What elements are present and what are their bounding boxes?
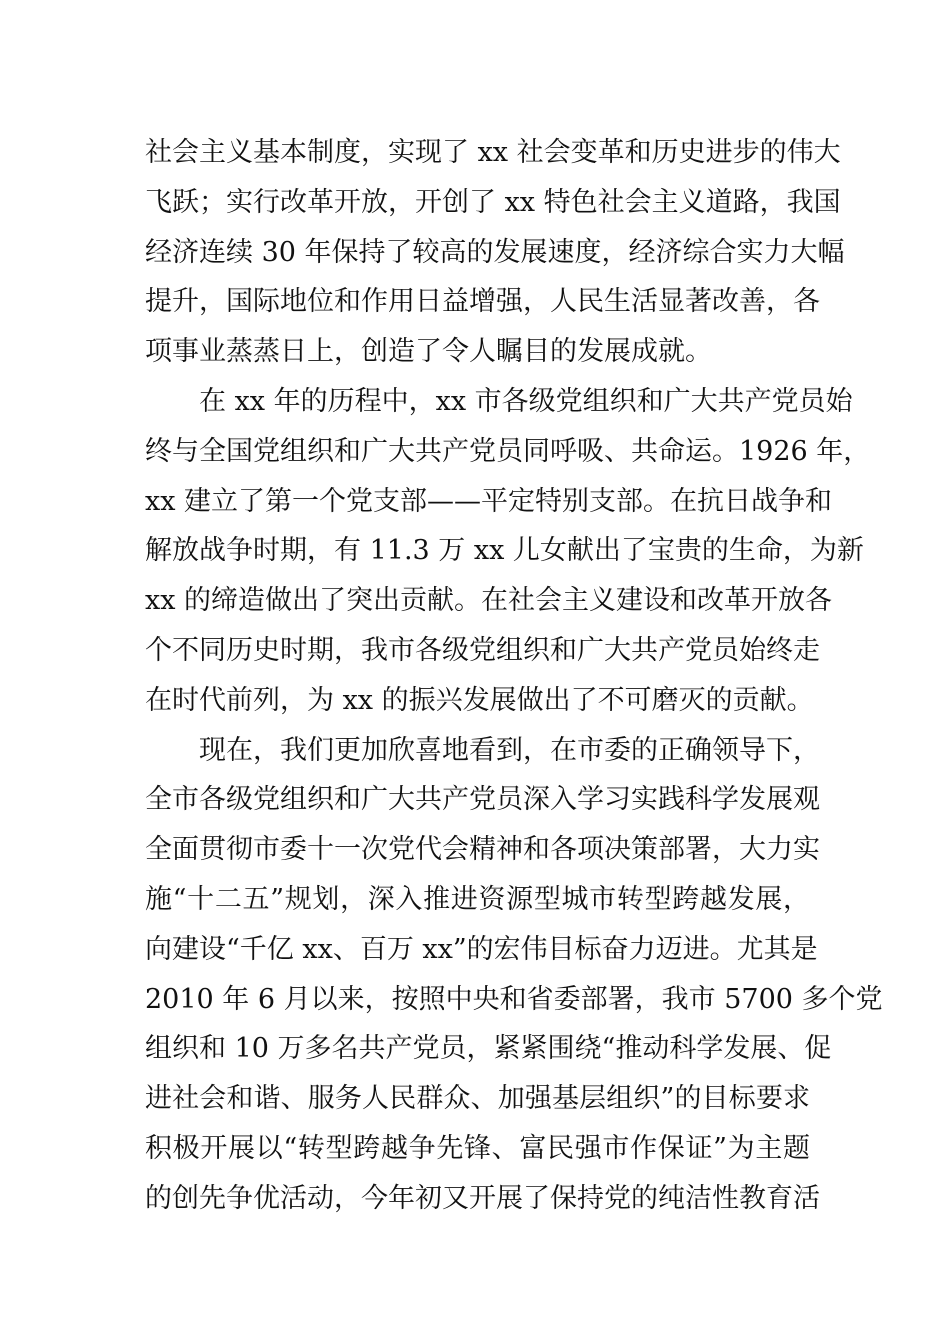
text-line: 积极开展以“转型跨越争先锋、富民强市作保证”为主题 <box>145 1132 810 1164</box>
paragraph-2 <box>145 377 871 726</box>
paragraph-3 <box>145 726 883 1224</box>
text-line: 向建设“千亿 xx、百万 xx”的宏伟目标奋力迈进。尤其是 <box>145 933 818 965</box>
text-line: 个不同历史时期，我市各级党组织和广大共产党员始终走 <box>145 634 820 666</box>
text-line: 在时代前列，为 xx 的振兴发展做出了不可磨灭的贡献。 <box>145 684 814 716</box>
text-line: xx 建立了第一个党支部——平定特别支部。在抗日战争和 <box>145 485 833 517</box>
text-line: 现在，我们更加欣喜地看到，在市委的正确领导下， <box>199 734 820 766</box>
paragraph-1 <box>145 128 845 377</box>
text-line: 在 xx 年的历程中，xx 市各级党组织和广大共产党员始 <box>199 385 853 417</box>
text-line: 经济连续 30 年保持了较高的发展速度，经济综合实力大幅 <box>145 236 845 268</box>
text-line: 的创先争优活动，今年初又开展了保持党的纯洁性教育活 <box>145 1182 820 1214</box>
text-line: 解放战争时期，有 11.3 万 xx 儿女献出了宝贵的生命，为新 <box>145 535 864 567</box>
text-line: 进社会和谐、服务人民群众、加强基层组织”的目标要求 <box>145 1083 810 1115</box>
text-line: 项事业蒸蒸日上，创造了令人瞩目的发展成就。 <box>145 336 712 368</box>
text-line: 飞跃；实行改革开放，开创了 xx 特色社会主义道路，我国 <box>145 186 841 218</box>
text-line: 全面贯彻市委十一次党代会精神和各项决策部署，大力实 <box>145 834 820 866</box>
text-line: 提升，国际地位和作用日益增强，人民生活显著改善，各 <box>145 286 820 318</box>
text-line: 终与全国党组织和广大共产党员同呼吸、共命运。1926 年， <box>145 435 871 467</box>
document-body <box>145 128 883 1224</box>
text-line: 社会主义基本制度，实现了 xx 社会变革和历史进步的伟大 <box>145 137 841 168</box>
text-line: 施“十二五”规划，深入推进资源型城市转型跨越发展， <box>145 883 810 915</box>
text-line: xx 的缔造做出了突出贡献。在社会主义建设和改革开放各 <box>145 585 833 617</box>
text-line: 全市各级党组织和广大共产党员深入学习实践科学发展观 <box>145 784 820 816</box>
text-line: 组织和 10 万多名共产党员，紧紧围绕“推动科学发展、促 <box>145 1033 832 1065</box>
text-line: 2010 年 6 月以来，按照中央和省委部署，我市 5700 多个党 <box>145 983 883 1015</box>
